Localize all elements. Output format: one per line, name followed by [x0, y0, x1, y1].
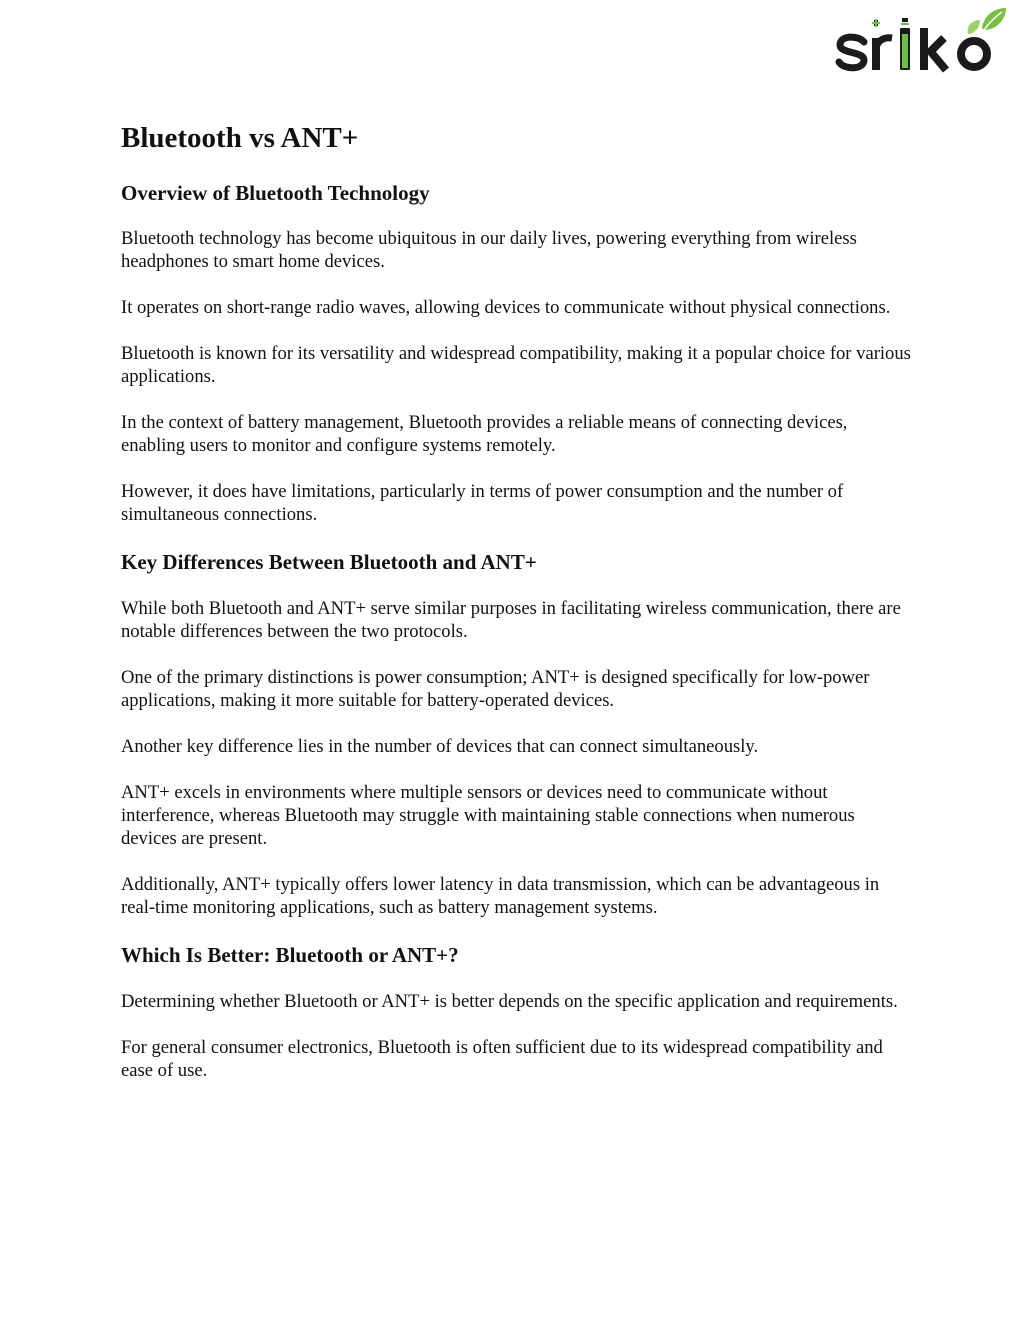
srlko-logo-icon [834, 4, 1010, 76]
paragraph: While both Bluetooth and ANT+ serve similar purposes in facilitating wireless communication, there are notable differences between the two protocols. [121, 598, 901, 642]
paragraph: ANT+ excels in environments where multiple sensors or devices need to communicate without interference, whereas Bluetooth may struggle with maintaining stable connections when numerous devices are present. [121, 782, 855, 849]
section-heading-overview: Overview of Bluetooth Technology [121, 181, 430, 205]
brand-logo [834, 4, 1010, 76]
paragraph: Bluetooth is known for its versatility and widespread compatibility, making it a popular choice for various applications. [121, 343, 911, 387]
paragraph: Bluetooth technology has become ubiquitous in our daily lives, powering everything from wireless headphones to smart home devices. [121, 228, 857, 272]
paragraph: It operates on short-range radio waves, allowing devices to communicate without physical connections. [121, 297, 891, 318]
paragraph: For general consumer electronics, Bluetooth is often sufficient due to its widespread compatibility and ease of use. [121, 1037, 883, 1081]
paragraph: Determining whether Bluetooth or ANT+ is better depends on the specific application and requirements. [121, 991, 898, 1012]
section-heading-which-is-better: Which Is Better: Bluetooth or ANT+? [121, 943, 459, 967]
paragraph: Additionally, ANT+ typically offers lower latency in data transmission, which can be advantageous in real-time monitoring applications, such as battery management systems. [121, 874, 880, 918]
paragraph: In the context of battery management, Bluetooth provides a reliable means of connecting devices, enabling users to monitor and configure systems remotely. [121, 412, 848, 456]
paragraph: One of the primary distinctions is power consumption; ANT+ is designed specifically for low-power applications, making it more suitable for battery-operated devices. [121, 667, 870, 711]
paragraph: Another key difference lies in the number of devices that can connect simultaneously. [121, 736, 759, 757]
paragraph: However, it does have limitations, particularly in terms of power consumption and the number of simultaneous connections. [121, 481, 844, 525]
document-body [121, 120, 911, 1082]
section-heading-key-differences: Key Differences Between Bluetooth and ANT+ [121, 550, 537, 574]
page-title: Bluetooth vs ANT+ [121, 122, 359, 154]
